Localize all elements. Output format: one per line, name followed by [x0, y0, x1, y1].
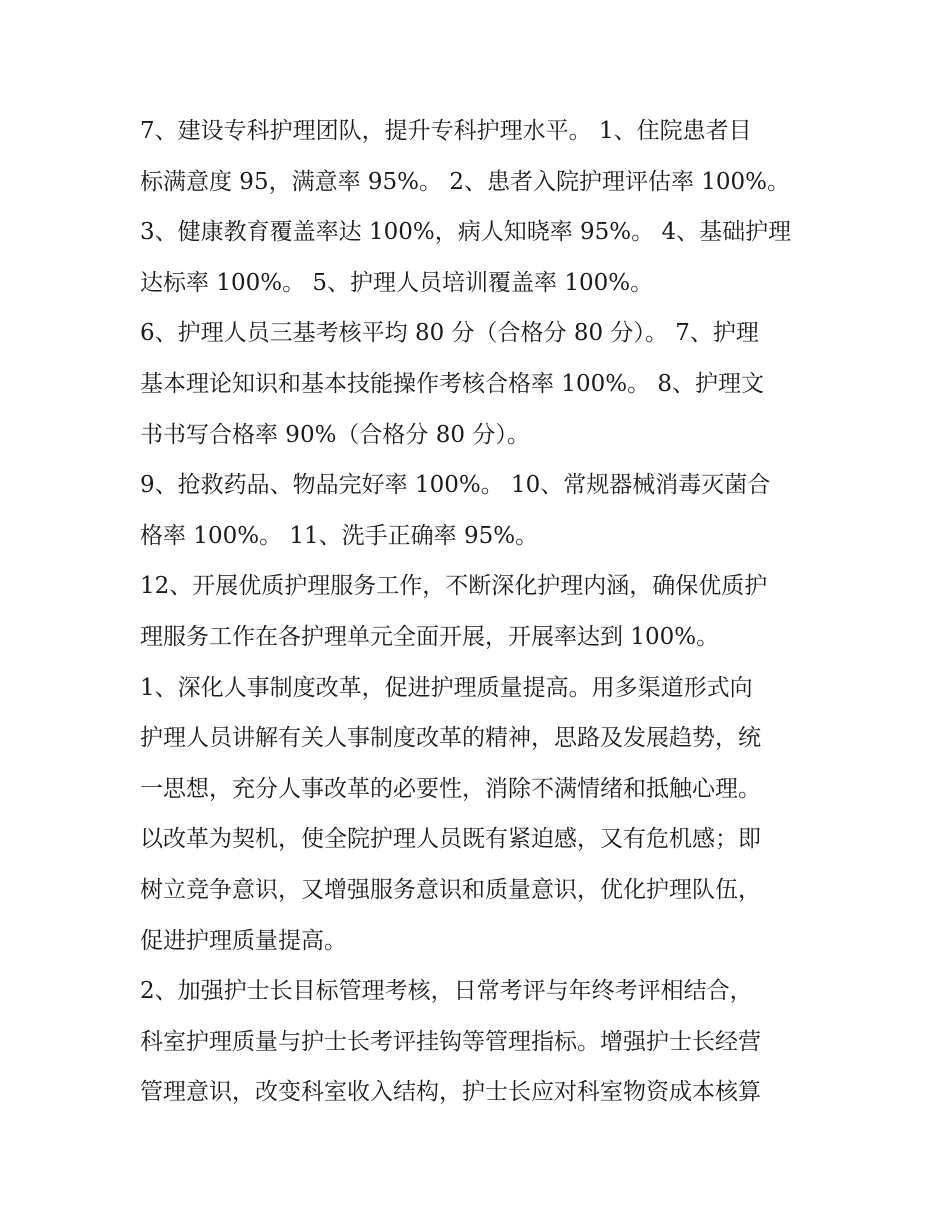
document-body — [140, 106, 820, 1118]
text-line: 书书写合格率 90%（合格分 80 分）。 — [140, 421, 530, 448]
text-line: 达标率 100%。 5、护理人员培训覆盖率 100%。 — [140, 269, 654, 296]
text-line: 科室护理质量与护士长考评挂钩等管理指标。增强护士长经营 — [140, 1028, 761, 1055]
text-line: 促进护理质量提高。 — [140, 927, 347, 954]
text-line: 12、开展优质护理服务工作，不断深化护理内涵，确保优质护 — [140, 573, 768, 600]
text-line: 标满意度 95，满意率 95%。 2、患者入院护理评估率 100%。 — [140, 168, 791, 195]
text-line: 管理意识，改变科室收入结构，护士长应对科室物资成本核算 — [140, 1079, 761, 1106]
paragraph-health-education — [140, 207, 820, 308]
paragraph-head-nurse-management — [140, 966, 820, 1118]
text-line: 9、抢救药品、物品完好率 100%。 10、常规器械消毒灭菌合 — [140, 472, 771, 499]
paragraph-personnel-reform — [140, 663, 820, 967]
text-line: 1、深化人事制度改革，促进护理质量提高。用多渠道形式向 — [140, 674, 753, 701]
paragraph-specialty-nursing — [140, 106, 820, 207]
text-line: 3、健康教育覆盖率达 100%，病人知晓率 95%。 4、基础护理 — [140, 219, 792, 246]
paragraph-rescue-drugs — [140, 460, 820, 561]
text-line: 护理人员讲解有关人事制度改革的精神，思路及发展趋势，统 — [140, 725, 761, 752]
text-line: 理服务工作在各护理单元全面开展，开展率达到 100%。 — [140, 623, 720, 650]
paragraph-quality-service — [140, 561, 820, 662]
text-line: 一思想，充分人事改革的必要性，消除不满情绪和抵触心理。 — [140, 775, 761, 802]
paragraph-three-basics-exam — [140, 308, 820, 460]
text-line: 6、护理人员三基考核平均 80 分（合格分 80 分）。 7、护理 — [140, 320, 759, 347]
text-line: 树立竞争意识，又增强服务意识和质量意识，优化护理队伍， — [140, 876, 761, 903]
text-line: 7、建设专科护理团队，提升专科护理水平。 1、住院患者目 — [140, 118, 752, 144]
text-line: 2、加强护士长目标管理考核，日常考评与年终考评相结合， — [140, 978, 753, 1005]
text-line: 基本理论知识和基本技能操作考核合格率 100%。 8、护理文 — [140, 370, 765, 397]
text-line: 以改革为契机，使全院护理人员既有紧迫感，又有危机感；即 — [140, 826, 761, 853]
text-line: 格率 100%。 11、洗手正确率 95%。 — [140, 522, 539, 549]
